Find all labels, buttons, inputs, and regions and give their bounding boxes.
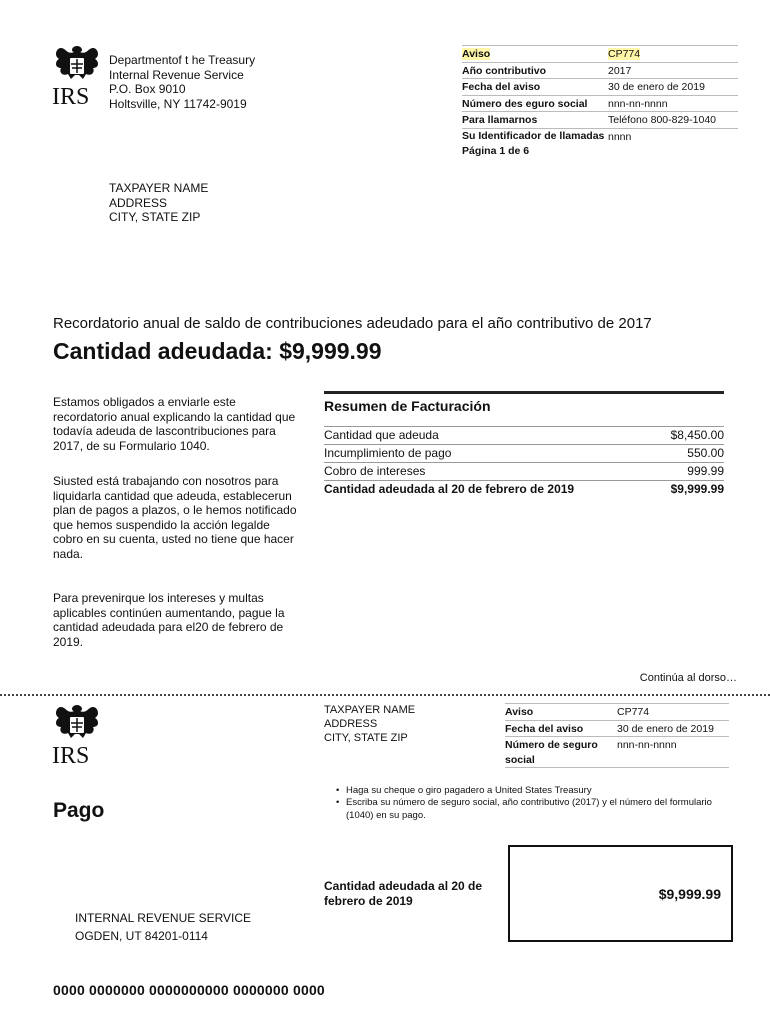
tear-line — [0, 694, 770, 696]
taxpayer-line: TAXPAYER NAME — [324, 704, 416, 716]
billing-row — [324, 462, 724, 480]
info-label: Su Identificador de llamadas — [462, 129, 605, 142]
info-label: Año contributivo — [462, 64, 546, 77]
voucher-info-row — [505, 720, 729, 737]
recipient-line: ADDRESS — [109, 195, 168, 210]
billing-total-value: $9,999.99 — [670, 482, 724, 496]
billing-total-row — [324, 480, 724, 498]
scan-line: 0000 0000000 0000000000 0000000 0000 — [53, 982, 325, 998]
instruction-item: • Haga su cheque o giro pagadero a United States Treasury — [334, 785, 742, 797]
continue-note: Continúa al dorso… — [639, 672, 737, 684]
sender-line: Departmentof t he Treasury — [109, 53, 256, 67]
info-value: nnn-nn-nnnn — [608, 97, 668, 110]
billing-value: $8,450.00 — [670, 428, 724, 442]
billing-total-label: Cantidad adeudada al 20 de febrero de 2019 — [324, 482, 575, 496]
info-row-phone — [462, 111, 738, 128]
voucher-info-table — [505, 703, 729, 768]
irs-address-line: INTERNAL REVENUE SERVICE — [75, 911, 252, 925]
info-value: nnnn — [608, 130, 632, 143]
amount-due-value: $9,999.99 — [658, 885, 721, 902]
irs-address-line: OGDEN, UT 84201-0114 — [75, 929, 208, 943]
info-value: 2017 — [608, 64, 632, 77]
recipient-address — [109, 181, 208, 225]
billing-label: Incumplimiento de pago — [324, 446, 452, 460]
billing-summary — [324, 391, 724, 498]
irs-mailing-address — [75, 909, 251, 945]
info-row-tax-year — [462, 62, 738, 79]
notice-subject: Recordatorio anual de saldo de contribuciones adeudado para el año contributivo de 2017 — [53, 315, 652, 332]
body-paragraph: Para prevenirque los intereses y multas aplicables continúen aumentando, pague la cantidad adeudada para el20 de febrero de 2019. — [53, 591, 285, 649]
info-label: Para llamarnos — [462, 114, 538, 126]
info-label: Fecha del aviso — [462, 81, 541, 93]
info-value: CP774 — [617, 706, 650, 718]
notice-info-table — [462, 45, 738, 157]
sender-line: P.O. Box 9010 — [109, 82, 186, 96]
irs-eagle-icon — [52, 703, 102, 745]
voucher-info-row — [505, 703, 729, 720]
payment-title: Pago — [53, 799, 105, 822]
instruction-item: • Escriba su número de seguro social, año contributivo (2017) y el número del formulario (1040) en su pago. — [334, 797, 742, 822]
sender-address — [109, 53, 255, 111]
amount-due-label: Cantidad adeudada al 20 de febrero de 2019 — [324, 879, 483, 908]
billing-label: Cobro de intereses — [324, 464, 426, 478]
info-label: Aviso — [462, 48, 491, 60]
info-label: Número de seguro social — [505, 739, 598, 766]
body-paragraph: Estamos obligados a enviarle este recordatorio anual explicando la cantidad que todavía adeuda de lascontribuciones para 2017, de su Formulario 1040. — [53, 395, 296, 453]
sender-line: Holtsville, NY 11742-9019 — [109, 96, 247, 111]
info-label: Número des eguro social — [462, 97, 588, 110]
amount-due-heading: Cantidad adeudada: $9,999.99 — [53, 338, 382, 364]
taxpayer-line: ADDRESS — [324, 718, 378, 730]
page-number: Página 1 de 6 — [462, 145, 530, 157]
billing-value: 999.99 — [687, 464, 724, 478]
info-value: Teléfono 800-829-1040 — [608, 114, 717, 126]
info-row-ssn — [462, 95, 738, 112]
info-label: Fecha del aviso — [505, 722, 584, 735]
info-value: 30 de enero de 2019 — [617, 722, 714, 735]
billing-value: 550.00 — [687, 446, 724, 460]
voucher-irs-logo — [52, 703, 104, 767]
irs-logo-text: IRS — [52, 84, 90, 110]
billing-title: Resumen de Facturación — [324, 398, 491, 414]
info-row-caller-id — [462, 128, 738, 145]
info-row-notice — [462, 45, 738, 62]
info-row-notice-date — [462, 78, 738, 95]
payment-instructions — [334, 785, 742, 822]
info-label: Aviso — [505, 706, 534, 718]
info-value: nnn-nn-nnnn — [617, 739, 677, 751]
amount-due-box — [508, 845, 733, 942]
taxpayer-line: CITY, STATE ZIP — [324, 732, 408, 744]
billing-row — [324, 426, 724, 444]
billing-label: Cantidad que adeuda — [324, 428, 439, 442]
billing-row — [324, 444, 724, 462]
voucher-info-row — [505, 736, 729, 768]
sender-line: Internal Revenue Service — [109, 67, 244, 82]
body-paragraph: Siusted está trabajando con nosotros para liquidarla cantidad que adeuda, establecerun plan de pagos a plazos, o le hemos notificado que hemos suspendido la acción legalde cobro en su cuenta, usted no tiene que hacer nada. — [53, 474, 297, 561]
recipient-line: CITY, STATE ZIP — [109, 210, 201, 224]
recipient-line: TAXPAYER NAME — [109, 181, 209, 195]
info-value: 30 de enero de 2019 — [608, 81, 705, 93]
irs-logo — [52, 44, 104, 108]
voucher-taxpayer-address — [324, 703, 415, 745]
info-value: CP774 — [608, 48, 641, 60]
irs-logo-text: IRS — [52, 743, 90, 769]
irs-eagle-icon — [52, 44, 102, 86]
